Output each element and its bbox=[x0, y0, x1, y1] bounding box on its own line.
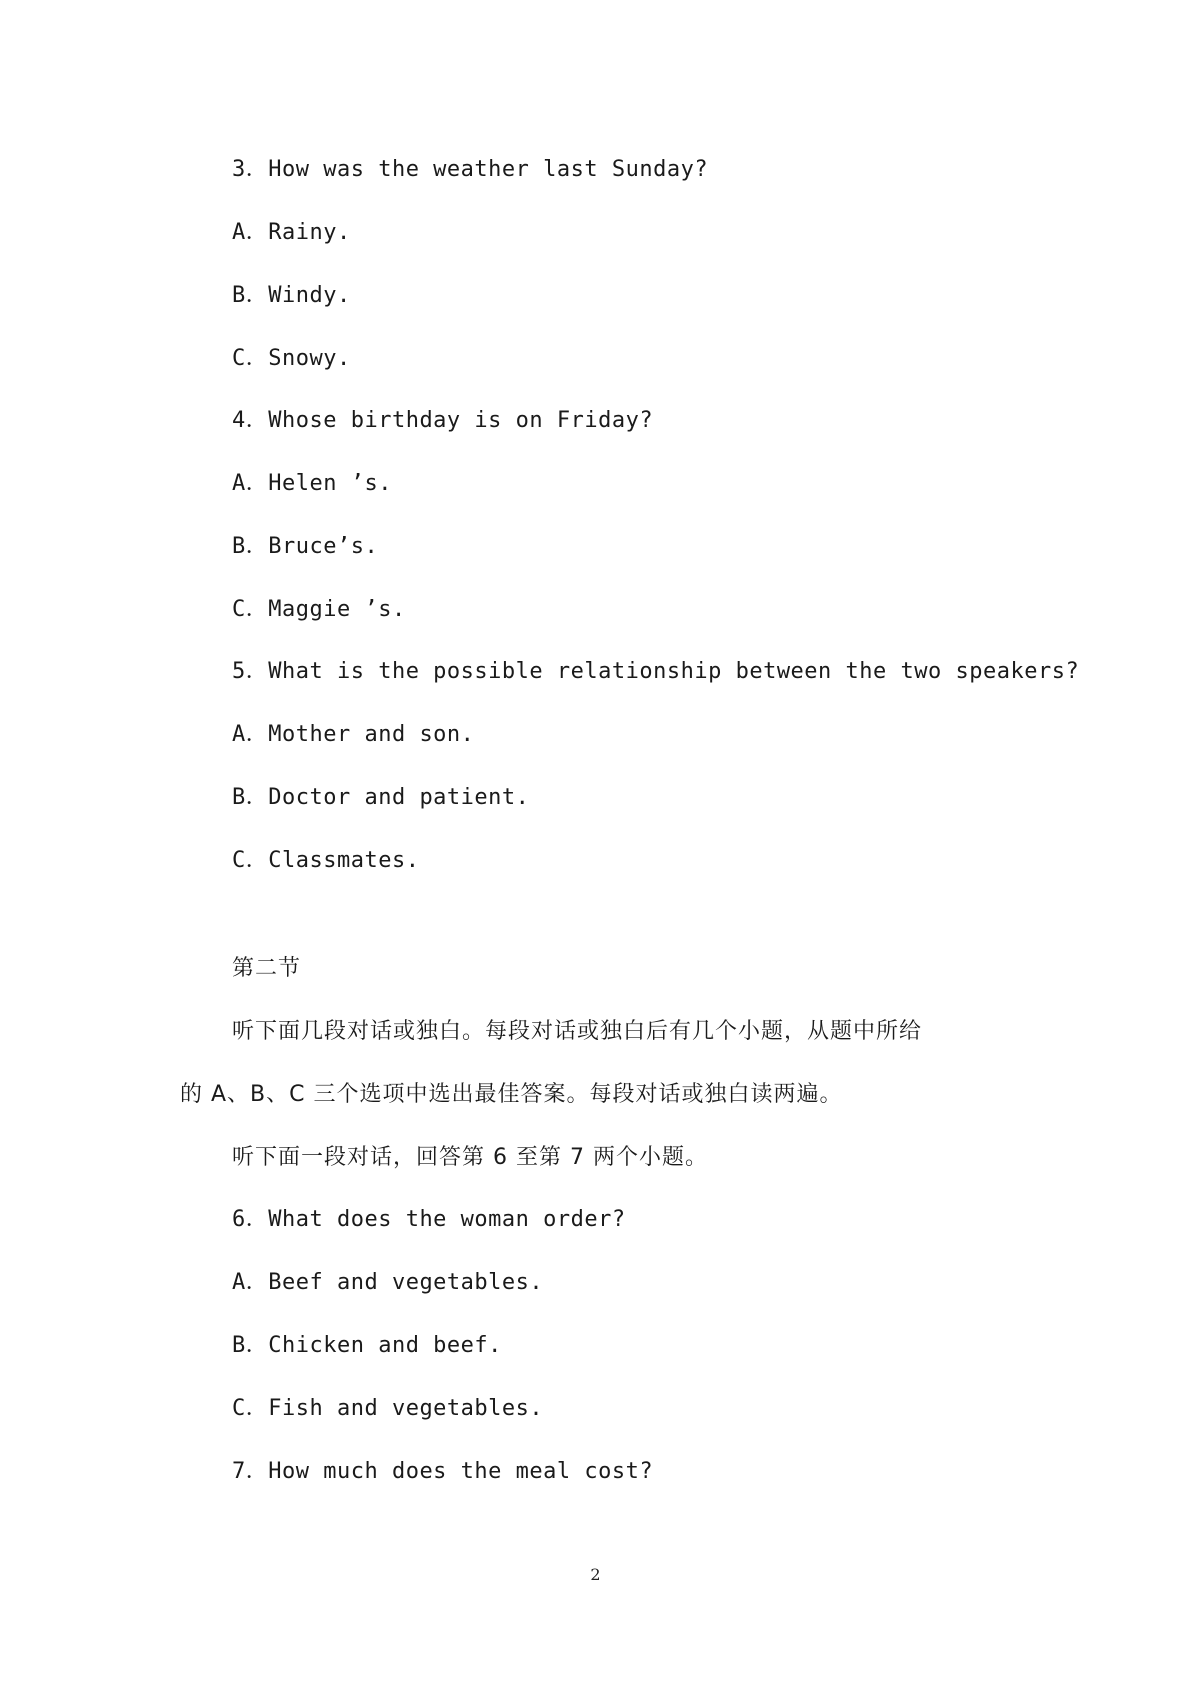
question-3-option-c: C．Snowy. bbox=[232, 346, 351, 371]
question-4-option-c: C．Maggie ’s. bbox=[232, 597, 406, 622]
section-2-heading: 第二节 bbox=[232, 956, 302, 981]
question-3-stem: 3．How was the weather last Sunday? bbox=[232, 157, 709, 182]
question-4-stem: 4．Whose birthday is on Friday? bbox=[232, 408, 654, 433]
question-3-option-a: A．Rainy. bbox=[232, 220, 351, 245]
question-5-option-c: C．Classmates. bbox=[232, 848, 420, 873]
question-5-option-a: A．Mother and son. bbox=[232, 722, 475, 747]
question-7-stem: 7．How much does the meal cost? bbox=[232, 1459, 654, 1484]
question-5-stem: 5．What is the possible relationship between the two speakers? bbox=[232, 659, 1080, 684]
section-2-instruction-line-1: 听下面几段对话或独白。每段对话或独白后有几个小题，从题中所给 bbox=[232, 1019, 923, 1044]
question-6-option-b: B．Chicken and beef. bbox=[232, 1333, 502, 1358]
question-4-option-a: A．Helen ’s. bbox=[232, 471, 392, 496]
question-5-option-b: B．Doctor and patient. bbox=[232, 785, 530, 810]
dialogue-intro: 听下面一段对话，回答第 6 至第 7 两个小题。 bbox=[232, 1145, 708, 1170]
question-6-option-c: C．Fish and vegetables. bbox=[232, 1396, 544, 1421]
question-4-option-b: B．Bruce’s. bbox=[232, 534, 379, 559]
question-6-option-a: A．Beef and vegetables. bbox=[232, 1270, 544, 1295]
section-2-instruction-line-2: 的 A、B、C 三个选项中选出最佳答案。每段对话或独白读两遍。 bbox=[180, 1082, 843, 1107]
question-3-option-b: B．Windy. bbox=[232, 283, 351, 308]
question-6-stem: 6．What does the woman order? bbox=[232, 1207, 626, 1232]
page-number: 2 bbox=[590, 1565, 601, 1584]
